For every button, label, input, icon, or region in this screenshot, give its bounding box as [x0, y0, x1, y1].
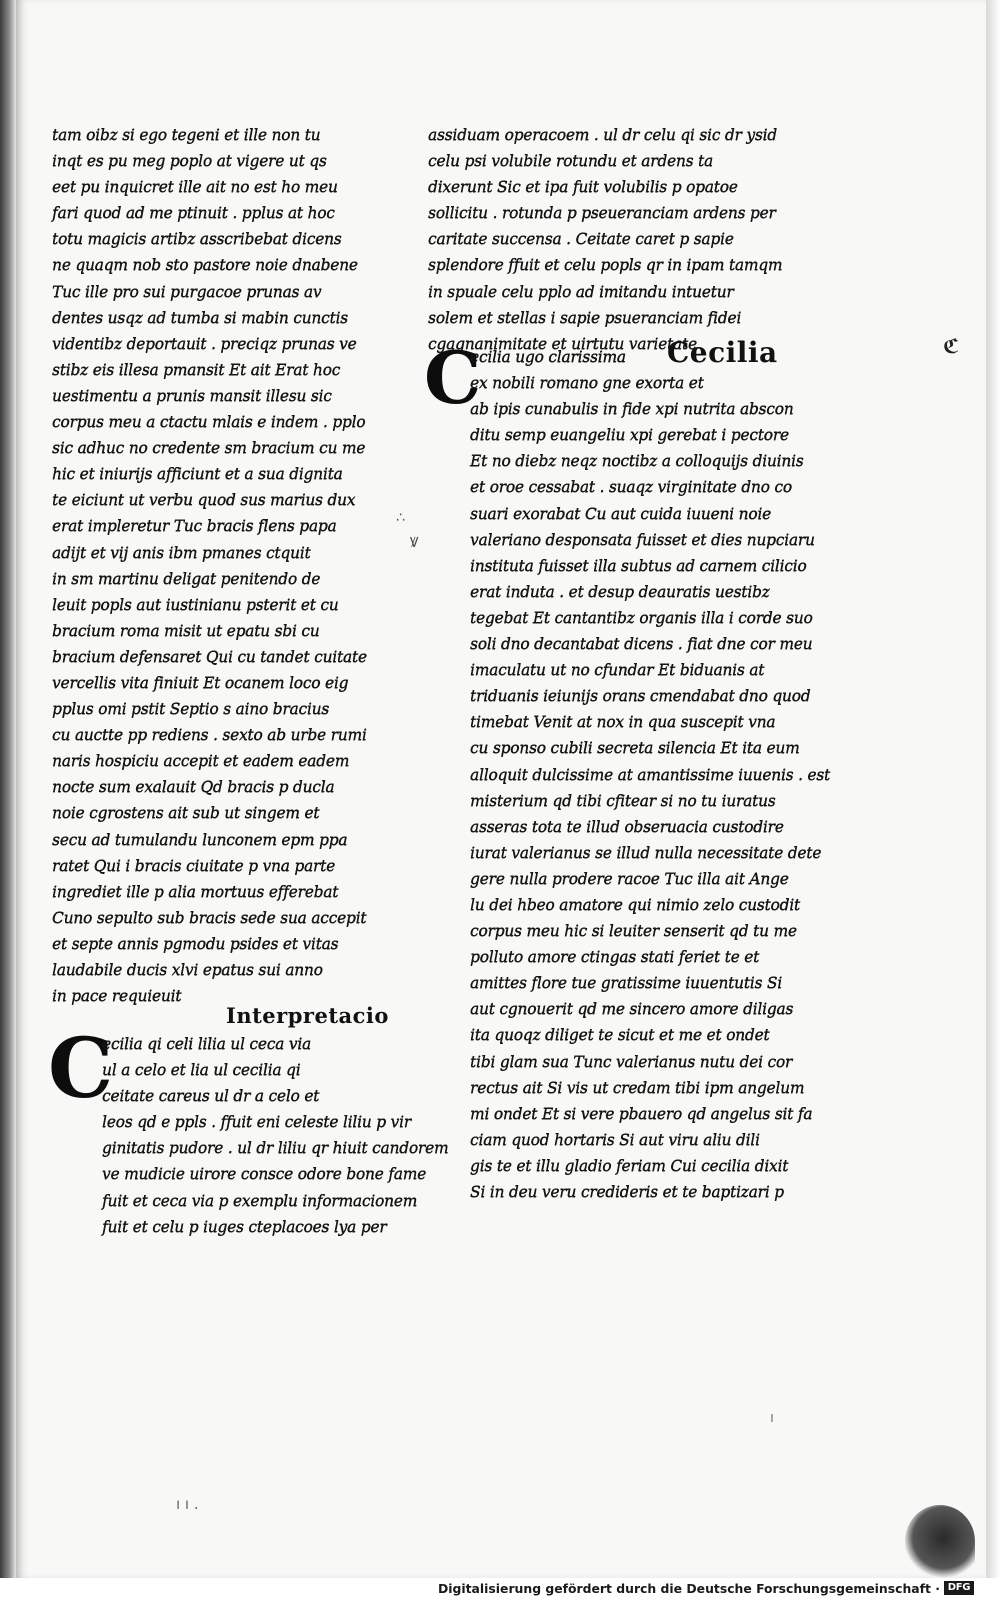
right-column-after-initial-line: ab ipis cunabulis in fide xpi nutrita abscon	[470, 400, 794, 419]
left-column-after-initial-line: ul a celo et lia ul cecilia qi	[102, 1061, 301, 1080]
right-column-line: cgagnanimitate et uirtutu varietate	[428, 334, 697, 353]
footer-bar	[0, 1578, 1000, 1598]
right-column-after-initial-line: suari exorabat Cu aut cuida iuueni noie	[470, 504, 771, 523]
section-heading-interpretatio: Interpretacio	[226, 1003, 389, 1028]
left-column-line: totu magicis artibz asscribebat dicens	[52, 230, 342, 249]
right-column-after-initial-line: ecilia ugo clarissima	[470, 348, 626, 366]
right-column-after-initial-line: ciam quod hortaris Si aut viru aliu dili	[470, 1130, 760, 1149]
right-column-line: celu psi volubile rotundu et ardens ta	[428, 152, 713, 171]
left-column-line: ne quaqm nob sto pastore noie dnabene	[52, 256, 358, 275]
left-text-column-continuation	[102, 1031, 449, 1240]
right-column-after-initial-line: polluto amore ctingas stati feriet te et	[470, 948, 760, 967]
left-column-line: naris hospiciu accepit et eadem eadem	[52, 752, 350, 771]
right-column-after-initial-line: corpus meu hic si leuiter senserit qd tu me	[470, 922, 797, 941]
right-column-after-initial-line: asseras tota te illud obseruacia custodire	[470, 817, 784, 836]
right-column-line: in spuale celu pplo ad imitandu intuetur	[428, 282, 734, 301]
left-column-line: hic et iniurijs afficiunt et a sua dignita	[52, 465, 343, 484]
decorated-initial-right: C	[424, 335, 482, 420]
dfg-logo: DFG	[944, 1581, 974, 1595]
left-column-after-initial-line: ve mudicie uirore consce odore bone fame	[102, 1165, 426, 1184]
right-column-after-initial-line: cu sponso cubili secreta silencia Et ita eum	[470, 739, 800, 758]
right-column-after-initial-line: rectus ait Si vis ut credam tibi ipm angelum	[470, 1078, 805, 1097]
left-column-line: bracium defensaret Qui cu tandet cuitate	[52, 647, 367, 666]
decorated-initial-left: C	[48, 1021, 114, 1117]
right-column-after-initial-line: tibi glam sua Tunc valerianus nutu dei cor	[470, 1052, 793, 1071]
marginal-mark-right: ℭ	[943, 334, 960, 358]
left-column-line: vercellis vita finiuit Et ocanem loco eig	[52, 673, 349, 692]
left-column-line: adijt et vij anis ibm pmanes ctquit	[52, 543, 311, 562]
right-column-after-initial-line: valeriano desponsata fuisset et dies nupciaru	[470, 530, 815, 549]
right-column-after-initial-line: instituta fuisset illa subtus ad carnem cilicio	[470, 556, 807, 575]
left-column-line: te eiciunt ut verbu quod sus marius dux	[52, 491, 356, 510]
right-column-after-initial-line: ita quoqz diliget te sicut et me et ondet	[470, 1026, 770, 1045]
left-column-line: secu ad tumulandu lunconem epm ppa	[52, 830, 348, 849]
right-column-after-initial-line: alloquit dulcissime at amantissime iuuenis . est	[470, 765, 830, 784]
right-column-after-initial-line: iurat valerianus se illud nulla necessitate dete	[470, 843, 822, 862]
left-column-line: nocte sum exalauit Qd bracis p ducla	[52, 778, 335, 797]
right-column-after-initial-line: tegebat Et cantantibz organis illa i corde suo	[470, 608, 813, 627]
left-column-line: noie cgrostens ait sub ut singem et	[52, 804, 320, 823]
page-edge	[986, 0, 1000, 1578]
left-column-line: Tuc ille pro sui purgacoe prunas av	[52, 282, 322, 301]
section-heading-cecilia: Cecilia	[667, 336, 778, 369]
right-column-line: splendore ffuit et celu popls qr in ipam tamqm	[428, 256, 783, 275]
left-column-after-initial-line: fuit et celu p iuges cteplacoes lya per	[102, 1217, 387, 1236]
right-column-line: assiduam operacoem . ul dr celu qi sic dr ysid	[428, 126, 777, 144]
left-column-after-initial-line: fuit et ceca via p exemplu informacionem	[102, 1191, 418, 1210]
right-column-after-initial-line: timebat Venit at nox in qua suscepit vna	[470, 713, 776, 732]
left-column-line: et septe annis pgmodu psides et vitas	[52, 934, 339, 953]
binding-gutter	[0, 0, 16, 1578]
left-column-line: fari quod ad me ptinuit . pplus at hoc	[52, 204, 335, 223]
right-column-line: dixerunt Sic et ipa fuit volubilis p opatoe	[428, 178, 738, 197]
left-column-line: pplus omi pstit Septio s aino bracius	[52, 700, 330, 719]
left-column-after-initial-line: ecilia qi celi lilia ul ceca via	[102, 1035, 311, 1053]
left-text-column	[52, 122, 382, 1009]
left-column-line: corpus meu a ctactu mlais e indem . pplo	[52, 413, 366, 432]
right-text-column-continuation	[470, 344, 830, 1205]
left-column-line: erat impleretur Tuc bracis flens papa	[52, 517, 337, 536]
left-column-line: cu auctte pp rediens . sexto ab urbe rumi	[52, 726, 367, 745]
right-column-after-initial-line: ex nobili romano gne exorta et	[470, 374, 704, 393]
right-column-after-initial-line: aut cgnouerit qd me sincero amore diligas	[470, 1000, 794, 1019]
right-column-after-initial-line: mi ondet Et si vere pbauero qd angelus sit fa	[470, 1104, 813, 1123]
right-column-after-initial-line: Et no diebz neqz noctibz a colloquijs diuinis	[470, 452, 804, 471]
left-column-line: ingrediet ille p alia mortuus efferebat	[52, 882, 339, 901]
left-column-line: sic adhuc no credente sm bracium cu me	[52, 439, 366, 458]
left-column-line: in pace requieuit	[52, 987, 182, 1006]
right-column-after-initial-line: gere nulla prodere racoe Tuc illa ait Ange	[470, 869, 789, 888]
right-column-after-initial-line: erat induta . et desup deauratis uestibz	[470, 582, 770, 601]
right-column-after-initial-line: misterium qd tibi cfitear si no tu iuratus	[470, 791, 776, 810]
right-column-line: sollicitu . rotunda p pseueranciam ardens per	[428, 204, 776, 223]
marginal-mark-bottom-right: ı	[770, 1410, 774, 1426]
left-column-line: inqt es pu meg poplo at vigere ut qs	[52, 152, 327, 171]
left-column-line: laudabile ducis xlvi epatus sui anno	[52, 961, 323, 979]
left-column-after-initial-line: ginitatis pudore . ul dr liliu qr hiuit candorem	[102, 1139, 449, 1158]
right-column-after-initial-line: ditu semp euangeliu xpi gerebat i pectore	[470, 426, 789, 445]
marginal-mark-bottom-left: ı ı .	[176, 1495, 199, 1513]
marginal-mark-middle: ∴	[396, 510, 405, 526]
right-column-after-initial-line: gis te et illu gladio feriam Cui cecilia dixit	[470, 1156, 789, 1175]
left-column-line: bracium roma misit ut epatu sbi cu	[52, 621, 320, 640]
left-column-line: leuit popls aut iustinianu psterit et cu	[52, 595, 339, 614]
left-column-line: videntibz deportauit . preciqz prunas ve	[52, 334, 357, 353]
right-column-line: solem et stellas i sapie psueranciam fidei	[428, 308, 742, 327]
left-column-line: uestimentu a prunis mansit illesu sic	[52, 386, 332, 405]
left-column-line: tam oibz si ego tegeni et ille non tu	[52, 126, 321, 144]
right-text-column	[428, 122, 798, 357]
right-column-after-initial-line: imaculatu ut no cfundar Et biduanis at	[470, 661, 765, 680]
left-column-line: in sm martinu deligat penitendo de	[52, 569, 321, 588]
right-column-after-initial-line: soli dno decantabat dicens . fiat dne cor meu	[470, 635, 813, 654]
right-column-after-initial-line: Si in deu veru credideris et te baptizari p	[470, 1183, 784, 1201]
right-column-after-initial-line: et oroe cessabat . suaqz virginitate dno co	[470, 478, 792, 497]
left-column-line: stibz eis illesa pmansit Et ait Erat hoc	[52, 360, 341, 379]
left-column-after-initial-line: leos qd e ppls . ffuit eni celeste liliu p vir	[102, 1113, 411, 1132]
right-column-after-initial-line: amittes flore tue gratissime iuuentutis Si	[470, 974, 782, 993]
page-stain	[905, 1505, 975, 1578]
left-column-line: eet pu inquicret ille ait no est ho meu	[52, 178, 338, 197]
left-column-after-initial-line: ceitate careus ul dr a celo et	[102, 1087, 320, 1106]
left-column-line: ratet Qui i bracis ciuitate p vna parte	[52, 856, 335, 875]
right-column-line: caritate succensa . Ceitate caret p sapie	[428, 230, 734, 249]
left-column-line: dentes usqz ad tumba si mabin cunctis	[52, 308, 348, 327]
right-column-after-initial-line: triduanis ieiunijs orans cmendabat dno quod	[470, 687, 811, 706]
right-column-after-initial-line: lu dei hbeo amatore qui nimio zelo custodit	[470, 895, 800, 914]
funding-credit: Digitalisierung gefördert durch die Deutsche Forschungsgemeinschaft ·	[437, 1581, 940, 1596]
marginal-mark-middle-2: Ꝟ	[410, 535, 419, 551]
left-column-line: Cuno sepulto sub bracis sede sua accepit	[52, 908, 367, 927]
